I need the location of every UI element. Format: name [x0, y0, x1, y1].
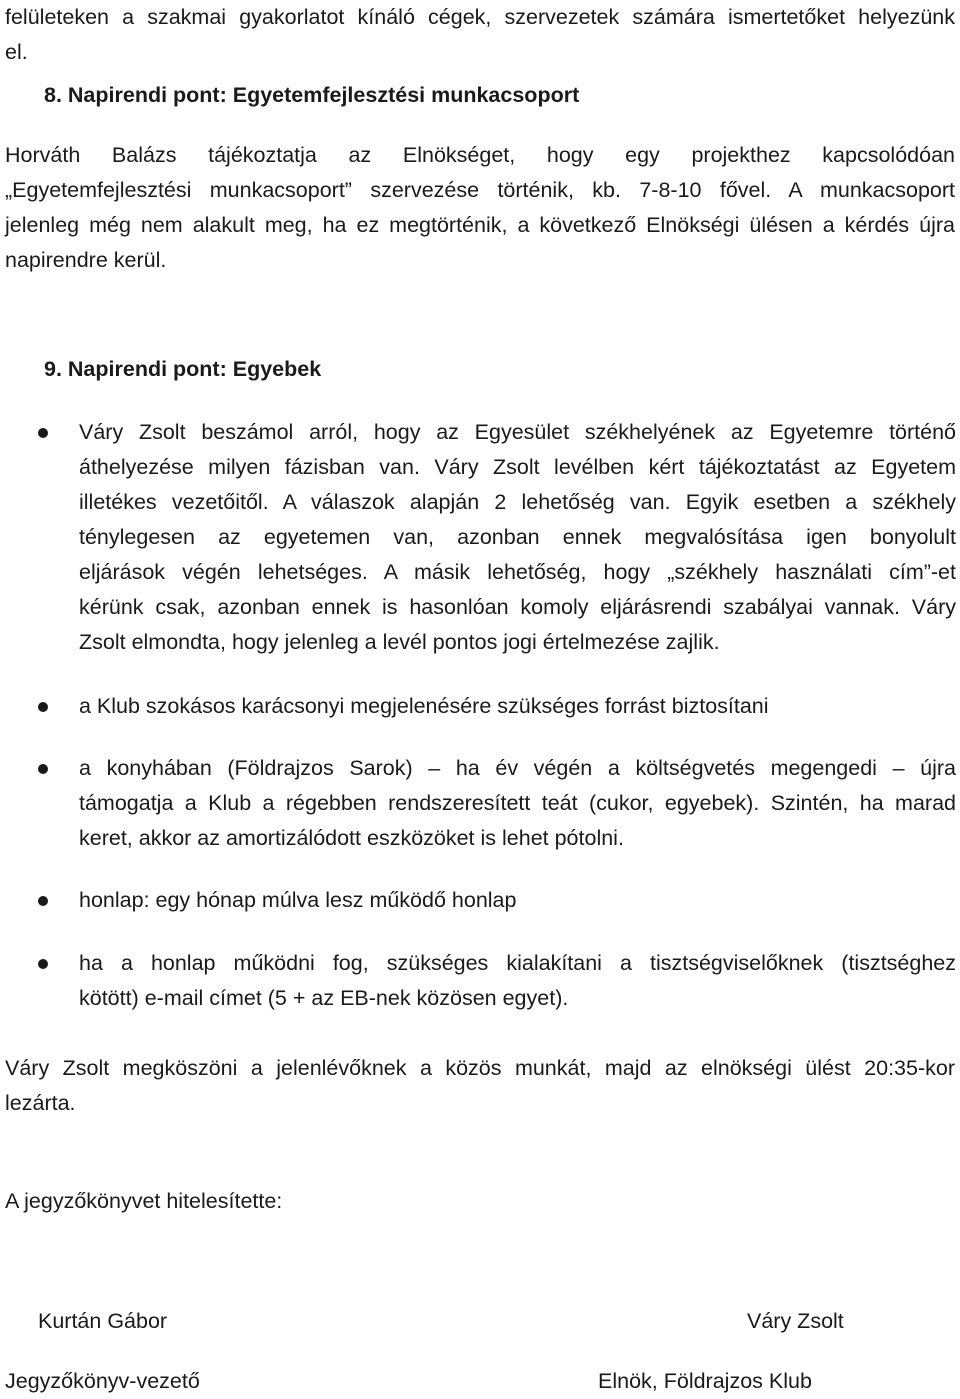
paragraph-line: jelenleg még nem alakult meg, ha ez megtörténik, a következő Elnökségi ülésen a kérdés újra — [5, 213, 955, 237]
paragraph-line: lezárta. — [5, 1091, 76, 1115]
list-item-line: Zsolt elmondta, hogy jelenleg a levél pontos jogi értelmezése zajlik. — [79, 630, 720, 654]
section-8-heading: 8. Napirendi pont: Egyetemfejlesztési munkacsoport — [44, 83, 580, 107]
list-item-line: eljárások végén lehetséges. A másik lehetőség, hogy „székhely használati cím”-et — [79, 560, 956, 584]
bullet-icon — [38, 702, 48, 712]
list-item-line: illetékes vezetőitől. A válaszok alapján 2 lehetőség van. Egyik esetben a székhely — [79, 490, 956, 514]
bullet-icon — [38, 896, 48, 906]
section-9-heading: 9. Napirendi pont: Egyebek — [44, 357, 322, 381]
intro-paragraph — [5, 0, 955, 70]
list-item-line: Váry Zsolt beszámol arról, hogy az Egyesület székhelyének az Egyetemre történő — [79, 420, 956, 444]
list-item — [79, 883, 956, 918]
list-item — [79, 415, 956, 660]
authentication-label: A jegyzőkönyvet hitelesítette: — [5, 1189, 283, 1213]
list-item-line: ténylegesen az egyetemen van, azonban ennek megvalósítása igen bonyolult — [79, 525, 956, 549]
list-item — [79, 751, 956, 856]
signatory-name-right: Váry Zsolt — [747, 1309, 844, 1333]
paragraph-line: Horváth Balázs tájékoztatja az Elnökséget, hogy egy projekthez kapcsolódóan — [5, 143, 955, 167]
signatory-role-left: Jegyzőkönyv-vezető — [5, 1369, 200, 1393]
intro-line: el. — [5, 40, 28, 64]
list-item-line: kötött) e-mail címet (5 + az EB-nek közösen egyet). — [79, 986, 569, 1010]
intro-line: felületeken a szakmai gyakorlatot kínáló cégek, szervezetek számára ismertetőket helyezünk — [5, 5, 955, 29]
list-item-line: áthelyezése milyen fázisban van. Váry Zsolt levélben kért tájékoztatást az Egyetem — [79, 455, 956, 479]
list-item-line: ha a honlap működni fog, szükséges kialakítani a tisztségviselőknek (tisztséghez — [79, 951, 956, 975]
closing-paragraph — [5, 1051, 955, 1121]
list-item-line: a konyhában (Földrajzos Sarok) – ha év végén a költségvetés megengedi – újra — [79, 756, 956, 780]
list-item — [79, 946, 956, 1016]
list-item-line: a Klub szokásos karácsonyi megjelenésére szükséges forrást biztosítani — [79, 694, 769, 718]
bullet-icon — [38, 764, 48, 774]
paragraph-line: napirendre kerül. — [5, 248, 167, 272]
section-8-paragraph — [5, 138, 955, 278]
bullet-icon — [38, 428, 48, 438]
list-item-line: támogatja a Klub a régebben rendszeresített teát (cukor, egyebek). Szintén, ha marad — [79, 791, 956, 815]
signatory-name-left: Kurtán Gábor — [38, 1309, 168, 1333]
signatory-role-right: Elnök, Földrajzos Klub — [598, 1369, 812, 1393]
paragraph-line: „Egyetemfejlesztési munkacsoport” szervezése történik, kb. 7-8-10 fővel. A munkacsoport — [5, 178, 955, 202]
bullet-icon — [38, 959, 48, 969]
list-item-line: honlap: egy hónap múlva lesz működő honlap — [79, 888, 517, 912]
list-item — [79, 689, 956, 724]
list-item-line: keret, akkor az amortizálódott eszközöket is lehet pótolni. — [79, 826, 624, 850]
list-item-line: kérünk csak, azonban ennek is hasonlóan komoly eljárásrendi szabályai vannak. Váry — [79, 595, 956, 619]
paragraph-line: Váry Zsolt megköszöni a jelenlévőknek a közös munkát, majd az elnökségi ülést 20:35-kor — [5, 1056, 955, 1080]
